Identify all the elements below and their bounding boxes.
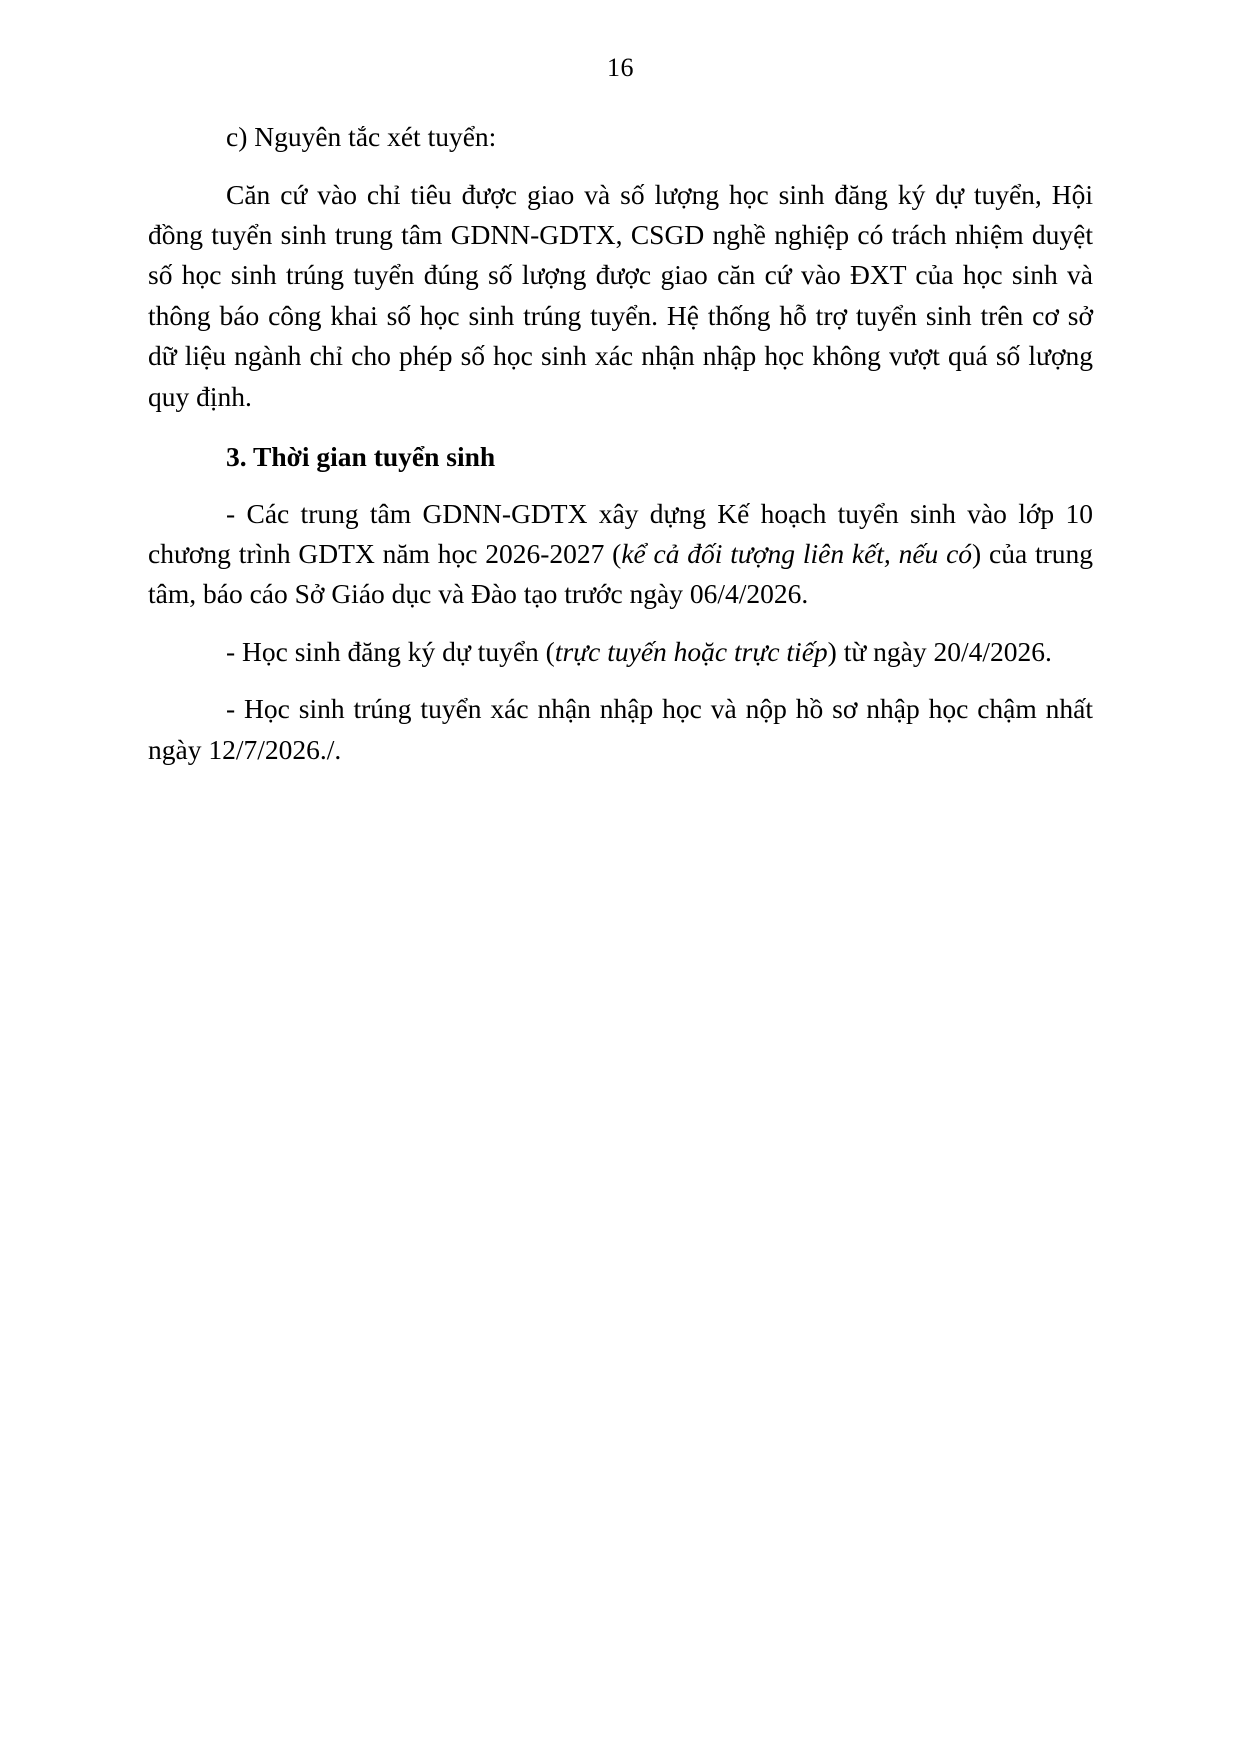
- paragraph-item-1-text-b: ) của trung tâm, báo cáo Sở Giáo dục và Đào tạo trước ngày 06/4/2026.: [148, 537, 1093, 610]
- paragraph-item-2: [148, 632, 1093, 672]
- paragraph-item-2-emphasis: trực tuyến hoặc trực tiếp: [554, 635, 828, 667]
- paragraph-item-1: [148, 494, 1093, 615]
- heading-thoi-gian-tuyen-sinh: 3. Thời gian tuyển sinh: [226, 441, 496, 473]
- subheading-nguyen-tac-xet-tuyen: c) Nguyên tắc xét tuyển:: [226, 121, 497, 153]
- page-number-label: 16: [607, 53, 634, 82]
- paragraph-item-3: - Học sinh trúng tuyển xác nhận nhập học và nộp hồ sơ nhập học chậm nhất ngày 12/7/2026./.: [148, 693, 1093, 765]
- paragraph-item-1-emphasis: kể cả đối tượng liên kết, nếu có: [621, 537, 973, 569]
- paragraph-item-2-text-a: - Học sinh đăng ký dự tuyển (: [226, 635, 555, 667]
- paragraph-item-1-text-a: - Các trung tâm GDNN-GDTX xây dựng Kế hoạch tuyển sinh vào lớp 10 chương trình GDTX năm học 2026-2027 (: [148, 497, 1093, 569]
- paragraph-item-2-text-b: ) từ ngày 20/4/2026.: [827, 635, 1052, 667]
- paragraph-nguyen-tac-body: Căn cứ vào chỉ tiêu được giao và số lượng học sinh đăng ký dự tuyển, Hội đồng tuyển sinh trung tâm GDNN-GDTX, CSGD nghề nghiệp có trách nhiệm duyệt số học sinh trúng tuyển đúng số lượng được giao căn cứ vào ĐXT của học sinh và thông báo công khai số học sinh trúng tuyển. Hệ thống hỗ trợ tuyển sinh trên cơ sở dữ liệu ngành chỉ cho phép số học sinh xác nhận nhập học không vượt quá số lượng quy định.: [148, 178, 1093, 412]
